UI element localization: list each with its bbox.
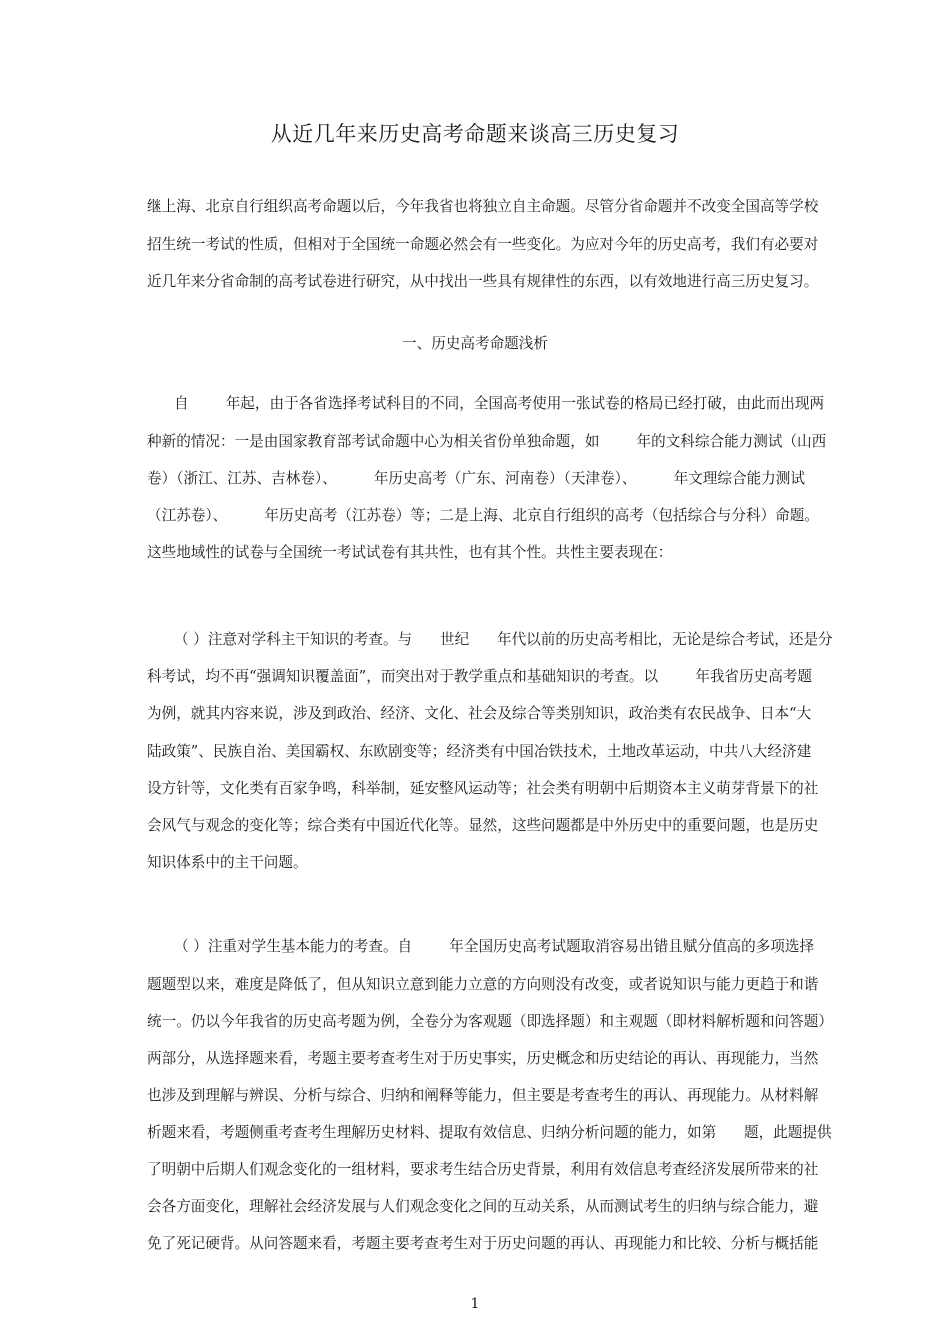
text-line: 这些地域性的试卷与全国统一考试试卷有其共性，也有其个性。共性主要表现在：: [147, 544, 673, 561]
text-line: 自 年起，由于各省选择考试科目的不同，全国高考使用一张试卷的格局已经打破，由此而出现两: [174, 395, 825, 412]
page-number: 1: [470, 1296, 480, 1312]
text-line: 也涉及到理解与辨误、分析与综合、归纳和阐释等能力，但主要是考查考生的再认、再现能力。从材料解: [147, 1087, 819, 1104]
text-line: 析题来看，考题侧重考查考生理解历史材料、提取有效信息、归纳分析问题的能力，如第 题，此题提供: [147, 1124, 832, 1141]
text-line: 近几年来分省命制的高考试卷进行研究，从中找出一些具有规律性的东西，以有效地进行高三历史复习。: [147, 273, 819, 290]
text-line: （江苏卷）、 年历史高考（江苏卷）等；二是上海、北京自行组织的高考（包括综合与分科）命题。: [147, 507, 819, 524]
section-heading: 一、历史高考命题浅析: [402, 335, 548, 352]
text-line: 为例，就其内容来说，涉及到政治、经济、文化、社会及综合等类别知识，政治类有农民战争、日本“大: [147, 705, 812, 722]
text-line: 招生统一考试的性质，但相对于全国统一命题必然会有一些变化。为应对今年的历史高考，我们有必要对: [147, 236, 819, 253]
text-line: 会风气与观念的变化等；综合类有中国近代化等。显然，这些问题都是中外历史中的重要问题，也是历史: [147, 817, 819, 834]
text-line: 继上海、北京自行组织高考命题以后，今年我省也将独立自主命题。尽管分省命题并不改变全国高等学校: [147, 198, 819, 215]
text-line: 题题型以来，难度是降低了，但从知识立意到能力立意的方向则没有改变，或者说知识与能力更趋于和谐: [147, 976, 819, 993]
text-line: 卷）（浙江、江苏、吉林卷）、 年历史高考（广东、河南卷）（天津卷）、 年文理综合能力测试: [147, 470, 805, 487]
text-line: （ ）注重对学生基本能力的考查。自 年全国历史高考试题取消容易出错且赋分值高的多项选择: [174, 938, 815, 955]
text-line: 了明朝中后期人们观念变化的一组材料，要求考生结合历史背景，利用有效信息考查经济发展所带来的社: [147, 1161, 819, 1178]
text-line: 陆政策”、民族自治、美国霸权、东欧剧变等；经济类有中国冶铁技术，土地改革运动，中共八大经济建: [147, 743, 812, 760]
text-line: 统一。仍以今年我省的历史高考题为例，全卷分为客观题（即选择题）和主观题（即材料解析题和问答题）: [147, 1013, 833, 1030]
text-line: 免了死记硬背。从问答题来看，考题主要考查考生对于历史问题的再认、再现能力和比较、分析与概括能: [147, 1235, 819, 1252]
text-line: 种新的情况：一是由国家教育部考试命题中心为相关省份单独命题，如 年的文科综合能力测试（山西: [147, 433, 827, 450]
text-line: 设方针等，文化类有百家争鸣，科举制，延安整风运动等；社会类有明朝中后期资本主义萌芽背景下的社: [147, 780, 819, 797]
text-line: 知识体系中的主干问题。: [147, 854, 308, 871]
text-line: （ ）注意对学科主干知识的考查。与 世纪 年代以前的历史高考相比，无论是综合考试，还是分: [174, 631, 833, 648]
page-title: 从近几年来历史高考命题来谈高三历史复习: [270, 122, 680, 146]
text-line: 科考试，均不再“强调知识覆盖面”，而突出对于教学重点和基础知识的考查。以 年我省历史高考题: [147, 668, 812, 685]
text-line: 两部分，从选择题来看，考题主要考查考生对于历史事实，历史概念和历史结论的再认、再现能力，当然: [147, 1050, 819, 1067]
text-line: 会各方面变化，理解社会经济发展与人们观念变化之间的互动关系，从而测试考生的归纳与综合能力，避: [147, 1198, 819, 1215]
